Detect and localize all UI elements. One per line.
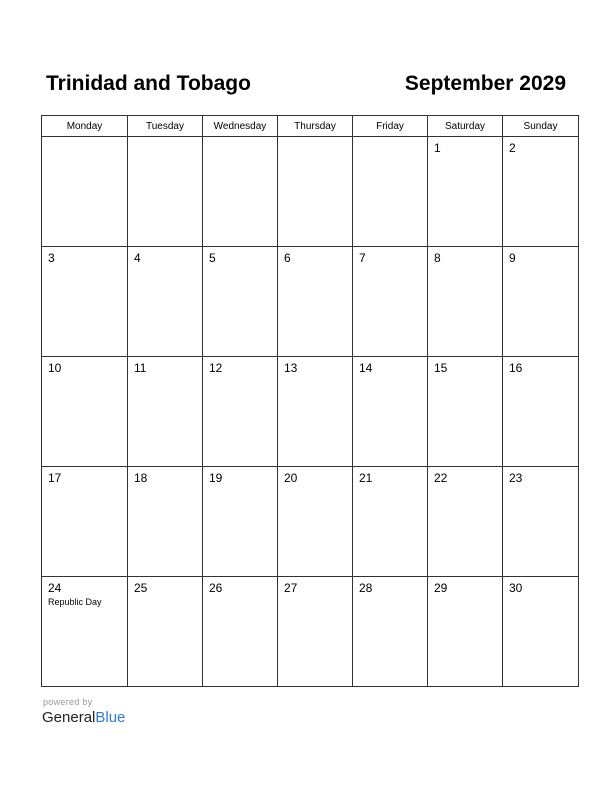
day-number: 8 xyxy=(434,251,441,265)
day-number: 28 xyxy=(359,581,373,595)
day-cell xyxy=(128,137,203,247)
weekday-header-thursday: Thursday xyxy=(278,116,353,137)
weekday-header-row xyxy=(42,116,579,137)
day-number: 21 xyxy=(359,471,373,485)
day-number: 4 xyxy=(134,251,141,265)
day-cell xyxy=(428,247,503,357)
day-number: 19 xyxy=(209,471,223,485)
day-number: 12 xyxy=(209,361,223,375)
day-cell xyxy=(503,467,579,577)
day-number: 1 xyxy=(434,141,441,155)
day-number: 11 xyxy=(134,361,147,375)
week-row xyxy=(42,467,579,577)
day-number: 30 xyxy=(509,581,523,595)
day-cell xyxy=(428,577,503,687)
day-number: 6 xyxy=(284,251,291,265)
day-cell xyxy=(278,247,353,357)
day-number: 26 xyxy=(209,581,223,595)
day-number: 17 xyxy=(48,471,62,485)
day-cell xyxy=(128,247,203,357)
day-number xyxy=(42,137,127,141)
week-row xyxy=(42,137,579,247)
day-cell xyxy=(278,467,353,577)
day-number: 25 xyxy=(134,581,148,595)
day-number xyxy=(203,137,277,141)
day-cell xyxy=(42,137,128,247)
weekday-header-saturday: Saturday xyxy=(428,116,503,137)
day-cell xyxy=(428,357,503,467)
day-number: 22 xyxy=(434,471,448,485)
day-number: 10 xyxy=(48,361,62,375)
day-number: 2 xyxy=(509,141,516,155)
day-number: 14 xyxy=(359,361,373,375)
day-number: 18 xyxy=(134,471,148,485)
day-cell xyxy=(428,467,503,577)
country-title: Trinidad and Tobago xyxy=(46,72,251,95)
day-number: 13 xyxy=(284,361,298,375)
day-cell xyxy=(278,577,353,687)
week-row xyxy=(42,357,579,467)
day-number: 23 xyxy=(509,471,523,485)
day-cell xyxy=(128,577,203,687)
weekday-header-sunday: Sunday xyxy=(503,116,579,137)
day-cell xyxy=(203,247,278,357)
holiday-label: Republic Day xyxy=(48,597,102,607)
day-cell xyxy=(42,357,128,467)
calendar-grid xyxy=(41,115,579,687)
day-cell xyxy=(503,577,579,687)
day-cell xyxy=(503,247,579,357)
brand-general-text: General xyxy=(42,709,96,726)
brand-blue-text: Blue xyxy=(95,709,126,726)
day-cell xyxy=(503,137,579,247)
day-cell xyxy=(203,467,278,577)
weekday-header-wednesday: Wednesday xyxy=(203,116,278,137)
week-row xyxy=(42,247,579,357)
day-number: 20 xyxy=(284,471,298,485)
day-cell xyxy=(503,357,579,467)
day-number: 16 xyxy=(509,361,523,375)
weekday-header-monday: Monday xyxy=(42,116,128,137)
weekday-header-tuesday: Tuesday xyxy=(128,116,203,137)
day-cell xyxy=(128,467,203,577)
day-number: 24 xyxy=(48,581,62,595)
day-number xyxy=(278,137,352,141)
day-number: 15 xyxy=(434,361,448,375)
day-number xyxy=(128,137,202,141)
week-row xyxy=(42,577,579,687)
day-number: 9 xyxy=(509,251,516,265)
day-cell xyxy=(353,467,428,577)
month-title: September 2029 xyxy=(404,72,566,95)
day-cell xyxy=(278,357,353,467)
day-number: 29 xyxy=(434,581,448,595)
powered-by-text: powered by xyxy=(43,697,93,707)
day-cell xyxy=(203,137,278,247)
generalblue-logo[interactable] xyxy=(42,708,125,728)
day-number: 27 xyxy=(284,581,298,595)
day-cell xyxy=(428,137,503,247)
day-cell xyxy=(42,247,128,357)
weekday-header-friday: Friday xyxy=(353,116,428,137)
day-cell xyxy=(353,357,428,467)
day-cell xyxy=(42,467,128,577)
day-number xyxy=(353,137,427,141)
day-cell xyxy=(42,577,128,687)
day-cell xyxy=(353,577,428,687)
day-number: 7 xyxy=(359,251,366,265)
day-cell xyxy=(203,577,278,687)
day-number: 3 xyxy=(48,251,55,265)
day-cell xyxy=(353,247,428,357)
day-cell xyxy=(203,357,278,467)
day-cell xyxy=(278,137,353,247)
day-cell xyxy=(353,137,428,247)
day-cell xyxy=(128,357,203,467)
day-number: 5 xyxy=(209,251,216,265)
